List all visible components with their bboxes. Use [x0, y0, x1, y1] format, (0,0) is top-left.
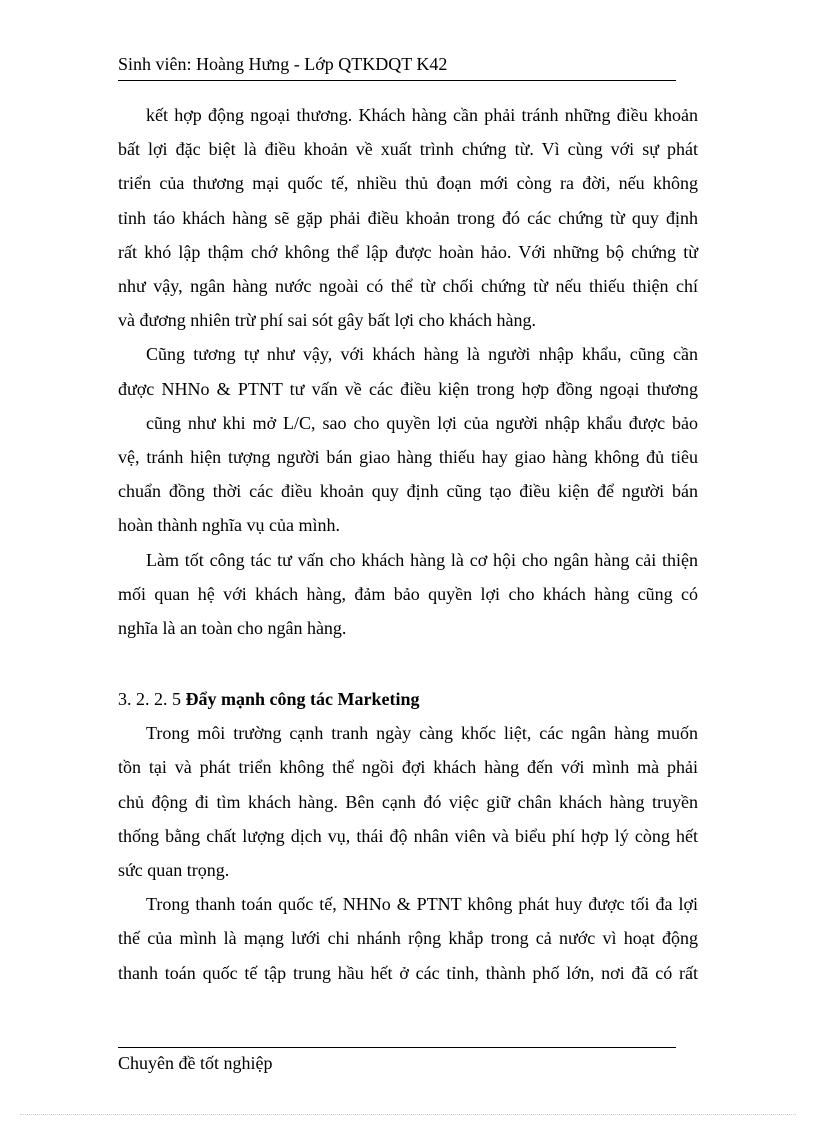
- footer-divider: [118, 1047, 676, 1048]
- text-line: thế của mình là mạng lưới chi nhánh rộng khắp trong cả nước vì hoạt động: [118, 928, 698, 949]
- text-line: kết hợp động ngoại thương. Khách hàng cần phải tránh những điều khoản: [146, 105, 698, 125]
- section-number: 3. 2. 2. 5: [118, 689, 181, 710]
- text-line: chuẩn đồng thời các điều khoản quy định cũng tạo điều kiện để người bán: [118, 481, 698, 502]
- text-line: và đương nhiên trừ phí sai sót gây bất lợi cho khách hàng.: [118, 310, 536, 331]
- text-line: sức quan trọng.: [118, 860, 230, 881]
- text-line: chủ động đi tìm khách hàng. Bên cạnh đó việc giữ chân khách hàng truyền: [118, 791, 698, 812]
- page-footer: [118, 1051, 272, 1075]
- text-line: Làm tốt công tác tư vấn cho khách hàng là cơ hội cho ngân hàng cải thiện: [146, 549, 698, 570]
- paragraph-5: [118, 887, 698, 990]
- text-line: Cũng tương tự như vậy, với khách hàng là người nhập khẩu, cũng cần: [146, 344, 698, 365]
- paragraph-1: [118, 98, 698, 337]
- page-header: [118, 52, 676, 81]
- section-heading: [118, 682, 698, 716]
- text-line: vệ, tránh hiện tượng người bán giao hàng thiếu hay giao hàng không đủ tiêu: [118, 447, 698, 468]
- document-body: [118, 98, 698, 990]
- text-line: hoàn thành nghĩa vụ của mình.: [118, 515, 340, 536]
- text-line: được NHNo & PTNT tư vấn về các điều kiện trong hợp đồng ngoại thương: [118, 378, 698, 399]
- text-line: thanh toán quốc tế tập trung hầu hết ở các tỉnh, thành phố lớn, nơi đã có rất: [118, 962, 698, 983]
- paragraph-2: [118, 337, 698, 542]
- paragraph-4: [118, 716, 698, 887]
- text-line: tỉnh táo khách hàng sẽ gặp phải điều khoản trong đó các chứng từ quy định: [118, 207, 698, 228]
- text-line: mối quan hệ với khách hàng, đảm bảo quyền lợi cho khách hàng cũng có: [118, 583, 698, 604]
- footer-text: Chuyên đề tốt nghiệp: [118, 1053, 273, 1073]
- text-line: Trong môi trường cạnh tranh ngày càng khốc liệt, các ngân hàng muốn: [146, 723, 698, 744]
- text-line: cũng như khi mở L/C, sao cho quyền lợi của người nhập khẩu được bảo: [146, 412, 698, 433]
- text-line: bất lợi đặc biệt là điều khoản về xuất trình chứng từ. Vì cùng với sự phát: [118, 139, 698, 160]
- text-line: rất khó lập thậm chớ không thể lập được hoàn hảo. Với những bộ chứng từ: [118, 241, 698, 262]
- header-text: Sinh viên: Hoàng Hưng - Lớp QTKDQT K42: [118, 54, 448, 74]
- text-line: như vậy, ngân hàng nước ngoài có thể từ chối chứng từ nếu thiếu thiện chí: [118, 276, 698, 297]
- page-edge-divider: [20, 1114, 796, 1115]
- section-title: Đẩy mạnh công tác Marketing: [185, 689, 420, 710]
- paragraph-3: [118, 543, 698, 646]
- text-line: Trong thanh toán quốc tế, NHNo & PTNT không phát huy được tối đa lợi: [146, 894, 698, 915]
- text-line: thống bằng chất lượng dịch vụ, thái độ nhân viên và biểu phí hợp lý còng hết: [118, 825, 698, 846]
- text-line: nghĩa là an toàn cho ngân hàng.: [118, 618, 347, 639]
- text-line: triển của thương mại quốc tế, nhiều thủ đoạn mới còng ra đời, nếu không: [118, 173, 698, 194]
- text-line: tồn tại và phát triển không thể ngồi đợi khách hàng đến với mình mà phải: [118, 757, 698, 778]
